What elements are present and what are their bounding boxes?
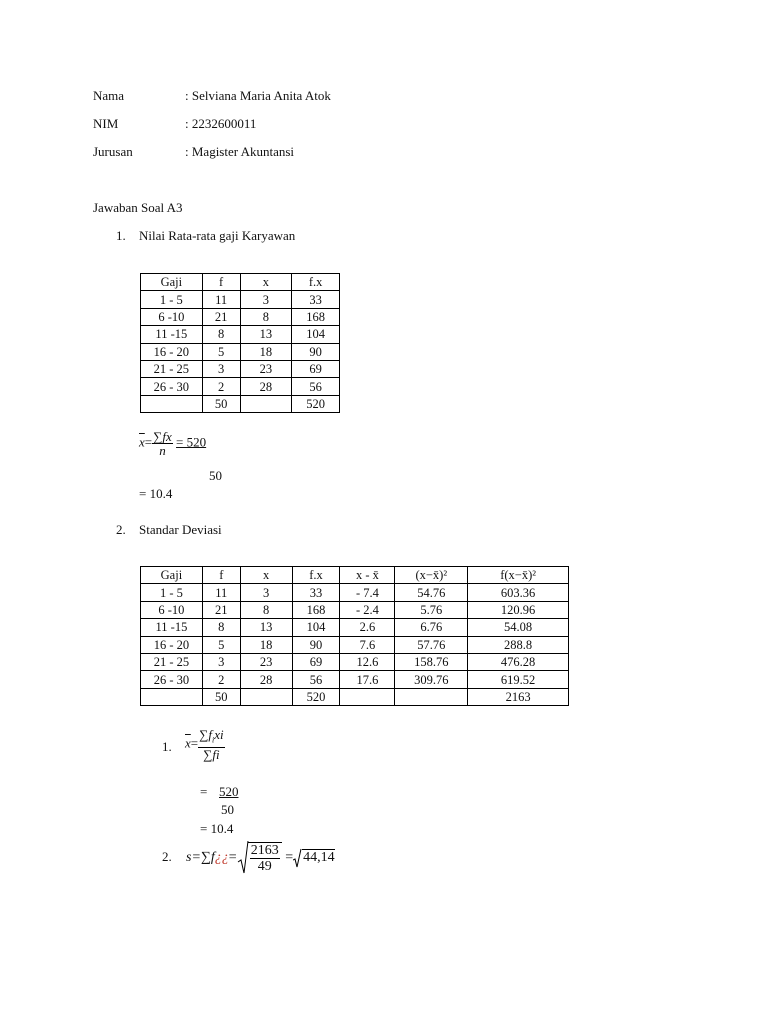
mean-table-cell: 8: [202, 326, 240, 343]
step2-eq2: =: [228, 850, 237, 866]
stdev-table-cell: 13: [240, 619, 292, 636]
jurusan-value: : Magister Akuntansi: [185, 144, 295, 159]
stdev-table-cell: 476.28: [468, 653, 569, 670]
mean-table-cell: 90: [292, 343, 340, 360]
mean-table-cell: 5: [202, 343, 240, 360]
stdev-table-cell: 8: [240, 601, 292, 618]
step1-value-denominator: 50: [221, 802, 234, 817]
step1-number: 1.: [162, 739, 172, 754]
mean-table-header-cell: x: [240, 274, 292, 291]
mean-table-cell: 3: [240, 291, 292, 308]
stdev-table-cell: 2: [202, 671, 240, 688]
stdev-table-header-cell: f: [202, 567, 240, 584]
step2-sum: =∑f: [191, 850, 215, 866]
stdev-table-cell: 3: [202, 653, 240, 670]
mean-table-header-cell: f.x: [292, 274, 340, 291]
mean-table-cell: [141, 395, 203, 412]
step1-formula: [185, 728, 225, 761]
stdev-table-row: [141, 636, 569, 653]
mean-table-cell: 168: [292, 308, 340, 325]
stdev-table-cell: [340, 688, 395, 705]
stdev-table-cell: 168: [292, 601, 340, 618]
stdev-table-header-cell: Gaji: [141, 567, 203, 584]
mean-table-cell: 1 - 5: [141, 291, 203, 308]
stdev-table-cell: 12.6: [340, 653, 395, 670]
step1-lhs: $\overline{x}$: [185, 735, 191, 751]
mean-table-cell: 8: [240, 308, 292, 325]
mean-table-header-cell: Gaji: [141, 274, 203, 291]
step1-numerator: ∑f: [199, 727, 213, 742]
step2-sqrt-value: 44,14: [303, 850, 335, 866]
mean-table-row: [141, 308, 340, 325]
stdev-table-cell: 21: [202, 601, 240, 618]
mean-formula-lhs: $\overline{x}$: [139, 434, 145, 450]
step2-number: 2.: [162, 849, 172, 864]
stdev-table-cell: 8: [202, 619, 240, 636]
stdev-table-cell: 69: [292, 653, 340, 670]
mean-table-cell: 26 - 30: [141, 378, 203, 395]
stdev-table-cell: 56: [292, 671, 340, 688]
mean-table-row: [141, 343, 340, 360]
stdev-table-row: [141, 584, 569, 601]
stdev-table-cell: [240, 688, 292, 705]
stdev-table-cell: - 2.4: [340, 601, 395, 618]
mean-table-cell: 3: [202, 360, 240, 377]
mean-table-row: [141, 291, 340, 308]
stdev-table-cell: [141, 688, 203, 705]
step2-sqrt-fraction: [248, 842, 282, 874]
stdev-table-header-row: [141, 567, 569, 584]
mean-formula-value-denominator: 50: [209, 468, 222, 483]
stdev-table-cell: 18: [240, 636, 292, 653]
section1-number: 1.: [116, 228, 126, 243]
stdev-table-cell: 120.96: [468, 601, 569, 618]
mean-formula-numerator: ∑fx: [153, 429, 172, 444]
section1-title: Nilai Rata-rata gaji Karyawan: [139, 228, 296, 243]
mean-table-cell: 69: [292, 360, 340, 377]
mean-result: = 10.4: [139, 486, 173, 501]
step2-garbled-symbol: ¿¿: [214, 850, 229, 866]
mean-table-cell: 21 - 25: [141, 360, 203, 377]
stdev-table-cell: 288.8: [468, 636, 569, 653]
mean-table-cell: 13: [240, 326, 292, 343]
mean-table-cell: 23: [240, 360, 292, 377]
mean-formula-denominator: n: [159, 443, 166, 458]
step1-eq: =: [190, 735, 199, 751]
stdev-table-cell: 309.76: [395, 671, 468, 688]
mean-table-cell: 21: [202, 308, 240, 325]
mean-table-header-cell: f: [202, 274, 240, 291]
stdev-table-cell: 104: [292, 619, 340, 636]
mean-table-header-row: [141, 274, 340, 291]
stdev-table-cell: 11: [202, 584, 240, 601]
mean-formula-eq: =: [144, 434, 153, 450]
stdev-table-cell: 50: [202, 688, 240, 705]
step2-eq3: =: [285, 850, 294, 866]
stdev-table-header-cell: f(x−x̄)²: [468, 567, 569, 584]
stdev-table-row: [141, 671, 569, 688]
stdev-table-cell: 5: [202, 636, 240, 653]
stdev-table-header-cell: x - x̄: [340, 567, 395, 584]
stdev-table-cell: 28: [240, 671, 292, 688]
jurusan-label: Jurusan: [93, 144, 133, 159]
step2-formula: [186, 840, 335, 876]
stdev-table-cell: 16 - 20: [141, 636, 203, 653]
step1-numerator-subscript: i: [212, 735, 215, 745]
mean-table-cell: 50: [202, 395, 240, 412]
stdev-table-row: [141, 619, 569, 636]
step2-sqrt-denominator: 49: [257, 859, 272, 874]
stdev-table-cell: 54.76: [395, 584, 468, 601]
stdev-table-cell: 33: [292, 584, 340, 601]
stdev-table-cell: 3: [240, 584, 292, 601]
stdev-table-cell: 57.76: [395, 636, 468, 653]
section2-number: 2.: [116, 522, 126, 537]
name-label: Nama: [93, 88, 125, 103]
nim-label: NIM: [93, 116, 119, 131]
section2-title: Standar Deviasi: [139, 522, 222, 537]
mean-table-cell: 16 - 20: [141, 343, 203, 360]
stdev-table-cell: 54.08: [468, 619, 569, 636]
stdev-table-cell: 11 -15: [141, 619, 203, 636]
mean-table-cell: 11 -15: [141, 326, 203, 343]
stdev-table-cell: 1 - 5: [141, 584, 203, 601]
stdev-table-cell: [395, 688, 468, 705]
mean-table-row: [141, 395, 340, 412]
stdev-table-cell: 6.76: [395, 619, 468, 636]
stdev-table-header-cell: (x−x̄)²: [395, 567, 468, 584]
mean-table-cell: [240, 395, 292, 412]
mean-table-row: [141, 360, 340, 377]
mean-table-cell: 11: [202, 291, 240, 308]
stdev-table-row: [141, 601, 569, 618]
stdev-table-cell: 7.6: [340, 636, 395, 653]
answer-title: Jawaban Soal A3: [93, 200, 183, 215]
mean-table-cell: 2: [202, 378, 240, 395]
mean-formula-value: = 520: [176, 434, 207, 450]
mean-table-cell: 33: [292, 291, 340, 308]
stdev-table-cell: 23: [240, 653, 292, 670]
stdev-table-cell: 5.76: [395, 601, 468, 618]
stdev-table-cell: 17.6: [340, 671, 395, 688]
stdev-table-cell: - 7.4: [340, 584, 395, 601]
step1-result: = 10.4: [200, 821, 234, 836]
step1-numerator-tail: xi: [214, 727, 224, 742]
stdev-table: [140, 566, 569, 706]
mean-table-cell: 18: [240, 343, 292, 360]
stdev-table-cell: 6 -10: [141, 601, 203, 618]
stdev-table-header-cell: x: [240, 567, 292, 584]
mean-table-cell: 28: [240, 378, 292, 395]
nim-value: : 2232600011: [185, 116, 257, 131]
mean-table-cell: 56: [292, 378, 340, 395]
mean-table: [140, 273, 340, 413]
step1-fraction: [198, 728, 225, 761]
stdev-table-row: [141, 688, 569, 705]
stdev-table-cell: 158.76: [395, 653, 468, 670]
mean-formula: [139, 430, 206, 457]
mean-table-cell: 520: [292, 395, 340, 412]
stdev-table-cell: 21 - 25: [141, 653, 203, 670]
stdev-table-cell: 603.36: [468, 584, 569, 601]
step2-lhs: s: [186, 850, 192, 866]
stdev-table-cell: 26 - 30: [141, 671, 203, 688]
step1-eq2: =: [200, 784, 208, 799]
stdev-table-cell: 2163: [468, 688, 569, 705]
mean-formula-fraction: [152, 430, 173, 457]
stdev-table-header-cell: f.x: [292, 567, 340, 584]
stdev-table-cell: 90: [292, 636, 340, 653]
stdev-table-cell: 520: [292, 688, 340, 705]
mean-table-cell: 6 -10: [141, 308, 203, 325]
mean-table-row: [141, 378, 340, 395]
stdev-table-cell: 619.52: [468, 671, 569, 688]
step1-denominator: ∑fi: [203, 746, 220, 762]
stdev-table-row: [141, 653, 569, 670]
step2-sqrt2-icon: [293, 848, 302, 868]
step2-sqrt-numerator: 2163: [250, 843, 279, 858]
step1-value-numerator: 520: [219, 784, 239, 799]
name-value: : Selviana Maria Anita Atok: [185, 88, 331, 103]
mean-table-cell: 104: [292, 326, 340, 343]
stdev-table-cell: 2.6: [340, 619, 395, 636]
mean-table-row: [141, 326, 340, 343]
